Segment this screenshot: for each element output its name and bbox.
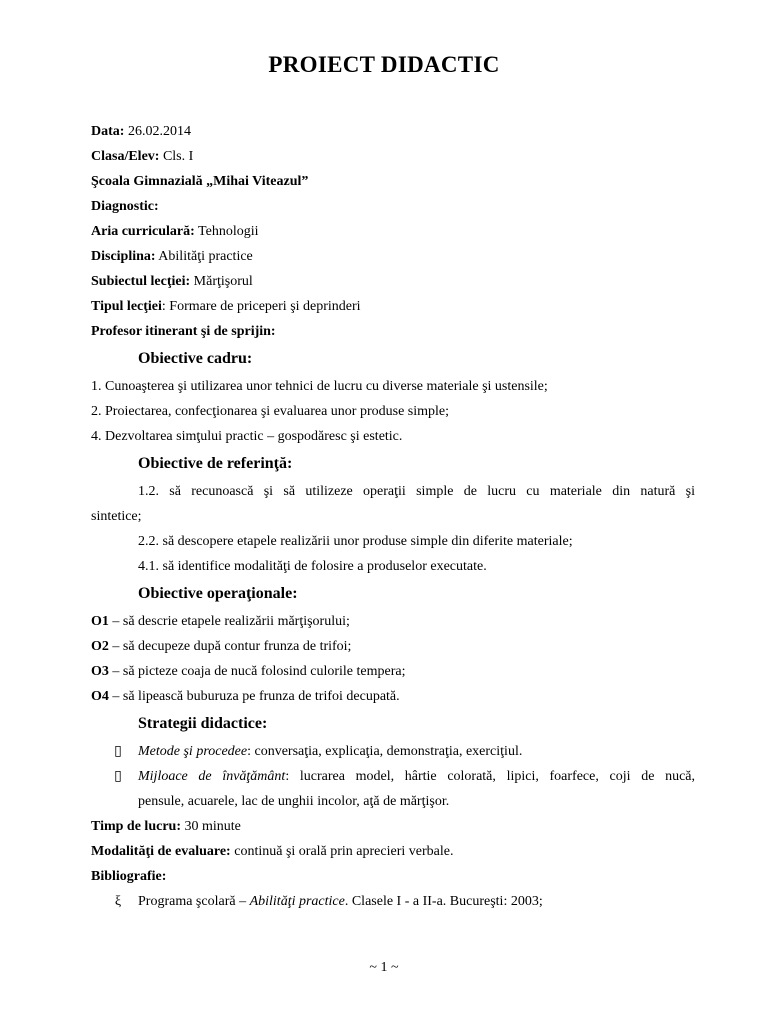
bullet-icon: ▯ [114,769,122,784]
info-value: continuă şi orală prin aprecieri verbale. [230,844,454,859]
objective-text: – să picteze coaja de nucă folosind culorile tempera; [108,664,406,679]
list-item [91,637,351,657]
info-diagnostic [91,197,159,217]
bib-post: . Clasele I - a II-a. Bucureşti: 2003; [344,894,543,909]
info-value: Abilităţi practice [155,249,253,264]
objective-code: O2 [91,639,109,654]
info-value: Cls. I [159,149,194,164]
info-school [91,172,308,192]
info-discipline [91,247,253,267]
list-item [138,742,522,762]
info-evaluation [91,842,453,862]
list-item: 2.2. să descopere etapele realizării unor produse simple din diferite materiale; [138,534,573,549]
list-item: 2. Proiectarea, confecţionarea şi evaluarea unor produse simple; [91,404,450,419]
info-label: Tipul lecţiei [91,299,162,314]
info-label: Disciplina: [91,249,156,264]
list-item: 1.2. să recunoască şi să utilizeze operaţii simple de lucru cu materiale din natură şi [138,484,695,499]
info-bibliography [91,867,166,887]
bib-pre: Programa şcolară – [138,894,250,909]
heading-strategii: Strategii didactice: [138,715,268,732]
item-text: : conversaţia, explicaţia, demonstraţia, exerciţiul. [247,744,523,759]
bullet-icon: ξ [114,894,122,909]
info-label: Subiectul lecţiei: [91,274,191,289]
info-value: 26.02.2014 [124,124,191,139]
page-number: ~ 1 ~ [369,960,399,975]
list-item: 1. Cunoaşterea şi utilizarea unor tehnici de lucru cu diverse materiale şi ustensile; [91,379,548,394]
info-time [91,817,241,837]
info-label: Modalităţi de evaluare: [91,844,231,859]
list-item [91,687,400,707]
objective-text: – să descrie etapele realizării mărţişorului; [108,614,350,629]
info-label: Aria curriculară: [91,224,195,239]
objective-text: – să lipească buburuza pe frunza de trifoi decupată. [108,689,400,704]
bibliography-item [138,892,543,912]
list-item: 4. Dezvoltarea simţului practic – gospodăresc şi estetic. [91,429,403,444]
list-item-continuation: sintetice; [91,509,142,524]
info-label: Data: [91,124,125,139]
heading-obiective-referinta: Obiective de referinţă: [138,455,293,472]
objective-code: O4 [91,689,109,704]
info-curricular-area [91,222,259,242]
info-label: Bibliografie: [91,869,167,884]
info-value: : Formare de priceperi şi deprinderi [161,299,361,314]
list-item [91,662,405,682]
list-item-continuation: pensule, acuarele, lac de unghii incolor, aţă de mărţişor. [138,794,450,809]
objective-code: O3 [91,664,109,679]
bullet-icon: ▯ [114,744,122,759]
info-lesson-type [91,297,361,317]
list-item: 4.1. să identifice modalităţi de folosire a produselor executate. [138,559,487,574]
heading-obiective-cadru: Obiective cadru: [138,350,253,367]
info-value: Tehnologii [194,224,259,239]
heading-obiective-operationale: Obiective operaţionale: [138,585,298,602]
info-label: Profesor itinerant şi de sprijin: [91,324,276,339]
info-label: Clasa/Elev: [91,149,160,164]
page-title: PROIECT DIDACTIC [268,52,500,77]
info-data [91,122,191,142]
info-label: Şcoala Gimnazială „Mihai Viteazul” [91,174,309,189]
info-label: Timp de lucru: [91,819,181,834]
info-label: Diagnostic: [91,199,159,214]
item-text: : lucrarea model, hârtie colorată, lipici, foarfece, coji de nucă, [285,769,695,784]
item-label: Metode şi procedee [138,744,248,759]
info-class [91,147,193,167]
info-subject [91,272,253,292]
info-teacher [91,322,276,342]
objective-text: – să decupeze după contur frunza de trifoi; [108,639,352,654]
item-label: Mijloace de învăţământ [138,769,286,784]
objective-code: O1 [91,614,109,629]
list-item [91,612,350,632]
info-value: 30 minute [180,819,241,834]
bib-title: Abilităţi practice [249,894,345,909]
list-item [138,767,695,787]
info-value: Mărţişorul [190,274,253,289]
